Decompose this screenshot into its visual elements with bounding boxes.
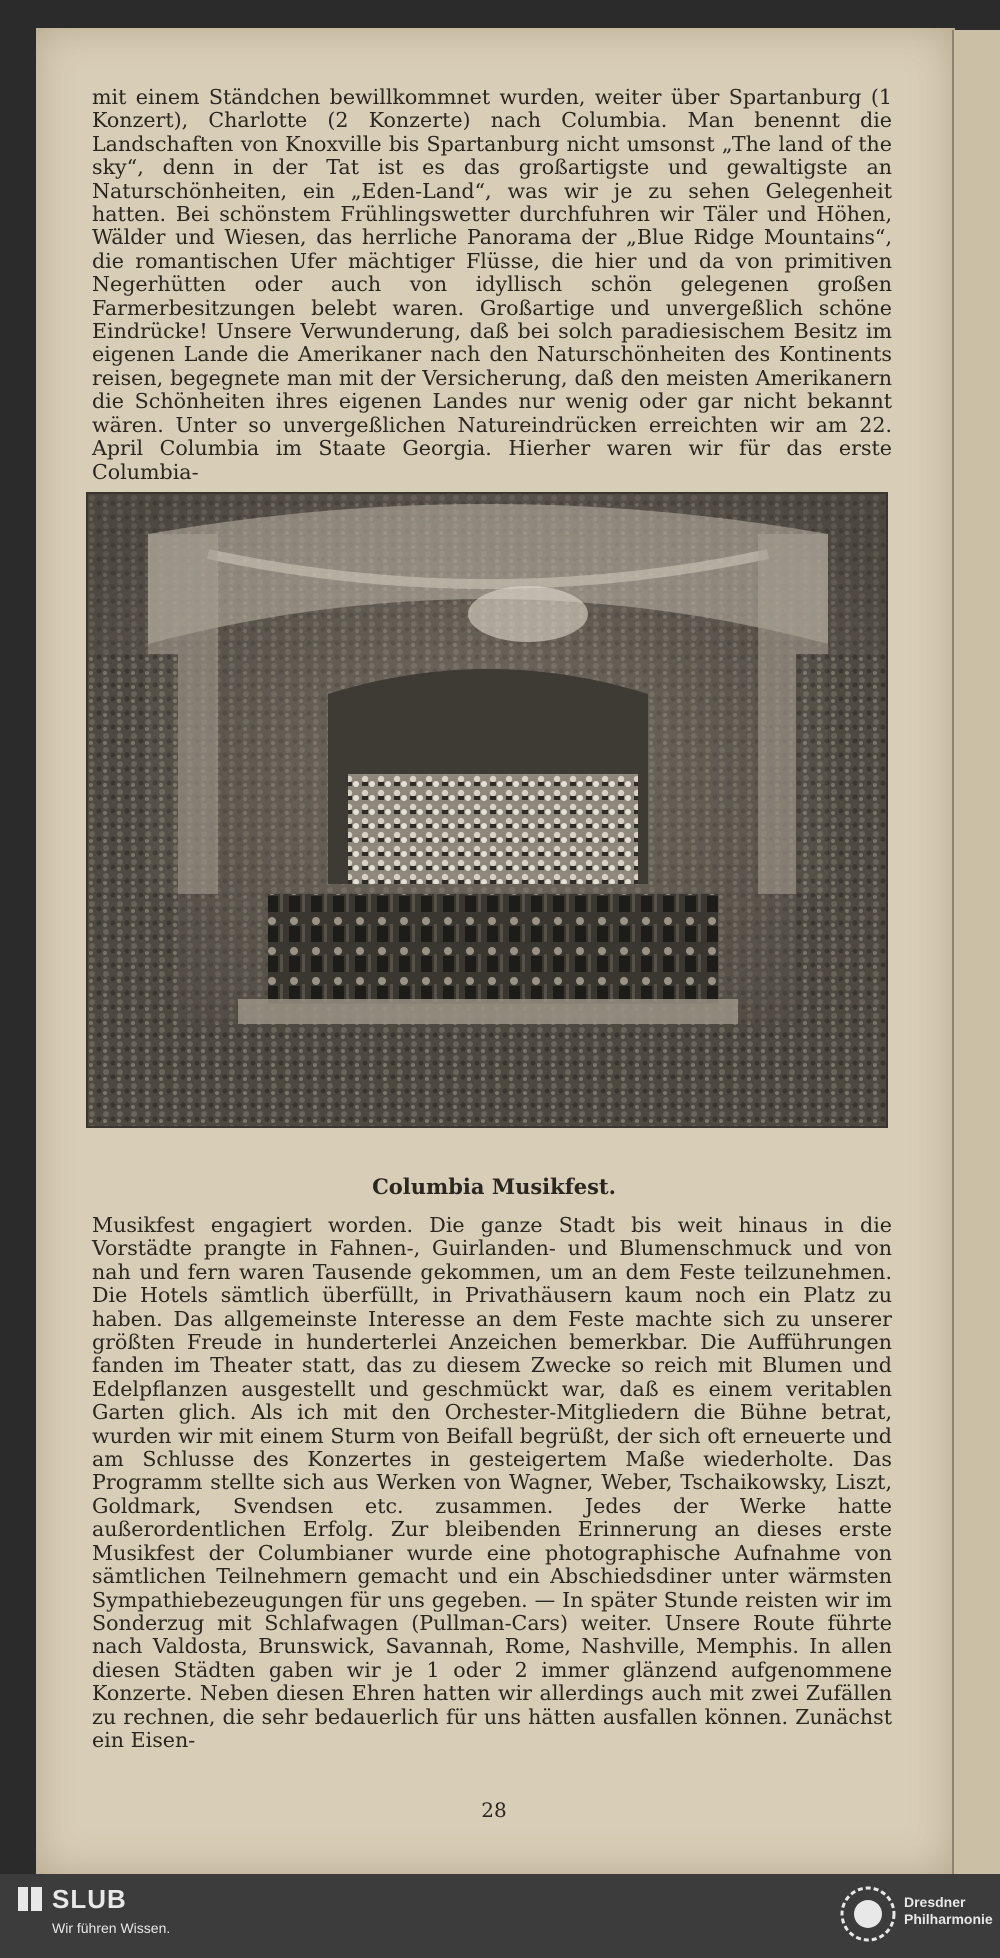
library-tagline: Wir führen Wissen. [52, 1920, 171, 1936]
document-page [36, 28, 955, 1874]
page-edge [952, 30, 1000, 1874]
photo-caption: Columbia Musikfest. [372, 1174, 616, 1199]
top-paragraph: mit einem Ständchen bewillkommnet wurden, weiter über Spartanburg (1 Konzert), Charlotte (2 Konzerte) nach Columbia. Man benennt die Landschaften von Knoxville bis Spartanburg nicht umsonst „The land of the sky“, denn in der Tat ist es das großartigste und gewaltigste an Naturschönheiten, ein „Eden-Land“, was wir je zu sehen Gelegenheit hatten. Bei schönstem Frühlingswetter durchfuhren wir Täler und Höhen, Wälder und Wiesen, das herrliche Panorama der „Blue Ridge Mountains“, die romantischen Ufer mächtiger Flüsse, die hier und da von primitiven Negerhütten oder auch von idyllisch schön gelegenen großen Farmerbesitzungen belebt waren. Großartige und unvergeßlich schöne Eindrücke! Unsere Verwunderung, daß bei solch paradiesischem Besitz im eigenen Lande die Amerikaner nach den Naturschönheiten des Kontinents reisen, begegnete man mit der Versicherung, daß den meisten Amerikanern die Schönheiten ihres eigenen Landes nur wenig oder gar nicht bekannt wären. Unter so unvergeßlichen Natureindrücken erreichten wir am 22. April Columbia im Staate Georgia. Hierher waren wir für das erste Columbia- [92, 85, 892, 484]
photo-illustration [88, 494, 886, 1126]
philharmonie-logo-icon [840, 1886, 896, 1947]
bottom-text-block [92, 1214, 892, 1752]
bottom-paragraph: Musikfest engagiert worden. Die ganze Stadt bis weit hinaus in die Vorstädte prangte in Fahnen-, Guirlanden- und Blumenschmuck und von nah und fern waren Tausende gekommen, um an dem Feste teilzunehmen. Die Hotels sämtlich überfüllt, in Privathäusern kaum noch ein Platz zu haben. Das allgemeinste Interesse an dem Feste machte sich zu unserer größten Freude in hunderterlei Anzeichen bemerkbar. Die Aufführungen fanden im Theater statt, das zu diesem Zwecke so reich mit Blumen und Edelpflanzen ausgestellt und geschmückt war, daß es einem veritablen Garten glich. Als ich mit den Orchester-Mitgliedern die Bühne betrat, wurden wir mit einem Sturm von Beifall begrüßt, der sich oft erneuerte und am Schlusse des Konzertes in gesteigertem Maße wiederholte. Das Programm stellte sich aus Werken von Wagner, Weber, Tschaikowsky, Liszt, Goldmark, Svendsen etc. zusammen. Jedes der Werke hatte außerordentlichen Erfolg. Zur bleibenden Erinnerung an dieses erste Musikfest der Columbianer wurde eine photographische Aufnahme von sämtlichen Teilnehmern gemacht und ein Abschiedsdiner unter wärmsten Sympathiebezeugungen für uns gegeben. — In später Stunde reisten wir im Sonderzug mit Schlafwagen (Pullman-Cars) weiter. Unsere Route führte nach Valdosta, Brunswick, Savannah, Rome, Nashville, Memphis. In allen diesen Städten gaben wir je 1 oder 2 immer glänzend aufgenommene Konzerte. Neben diesen Ehren hatten wir allerdings auch mit zwei Zufällen zu rechnen, die sehr bedauerlich für uns hätten ausfallen können. Zunächst ein Eisen- [92, 1213, 892, 1752]
page-number: 28 [481, 1798, 507, 1822]
footer-bar [0, 1874, 1000, 1958]
book-icon [16, 1884, 44, 1919]
orchestra-photo [86, 492, 888, 1128]
partner-name-line1: Dresdner [904, 1894, 966, 1910]
top-text-block [92, 86, 892, 484]
partner-name [904, 1894, 1000, 1928]
partner-name-line2: Philharmonie [904, 1911, 993, 1927]
library-name: SLUB [52, 1884, 127, 1914]
